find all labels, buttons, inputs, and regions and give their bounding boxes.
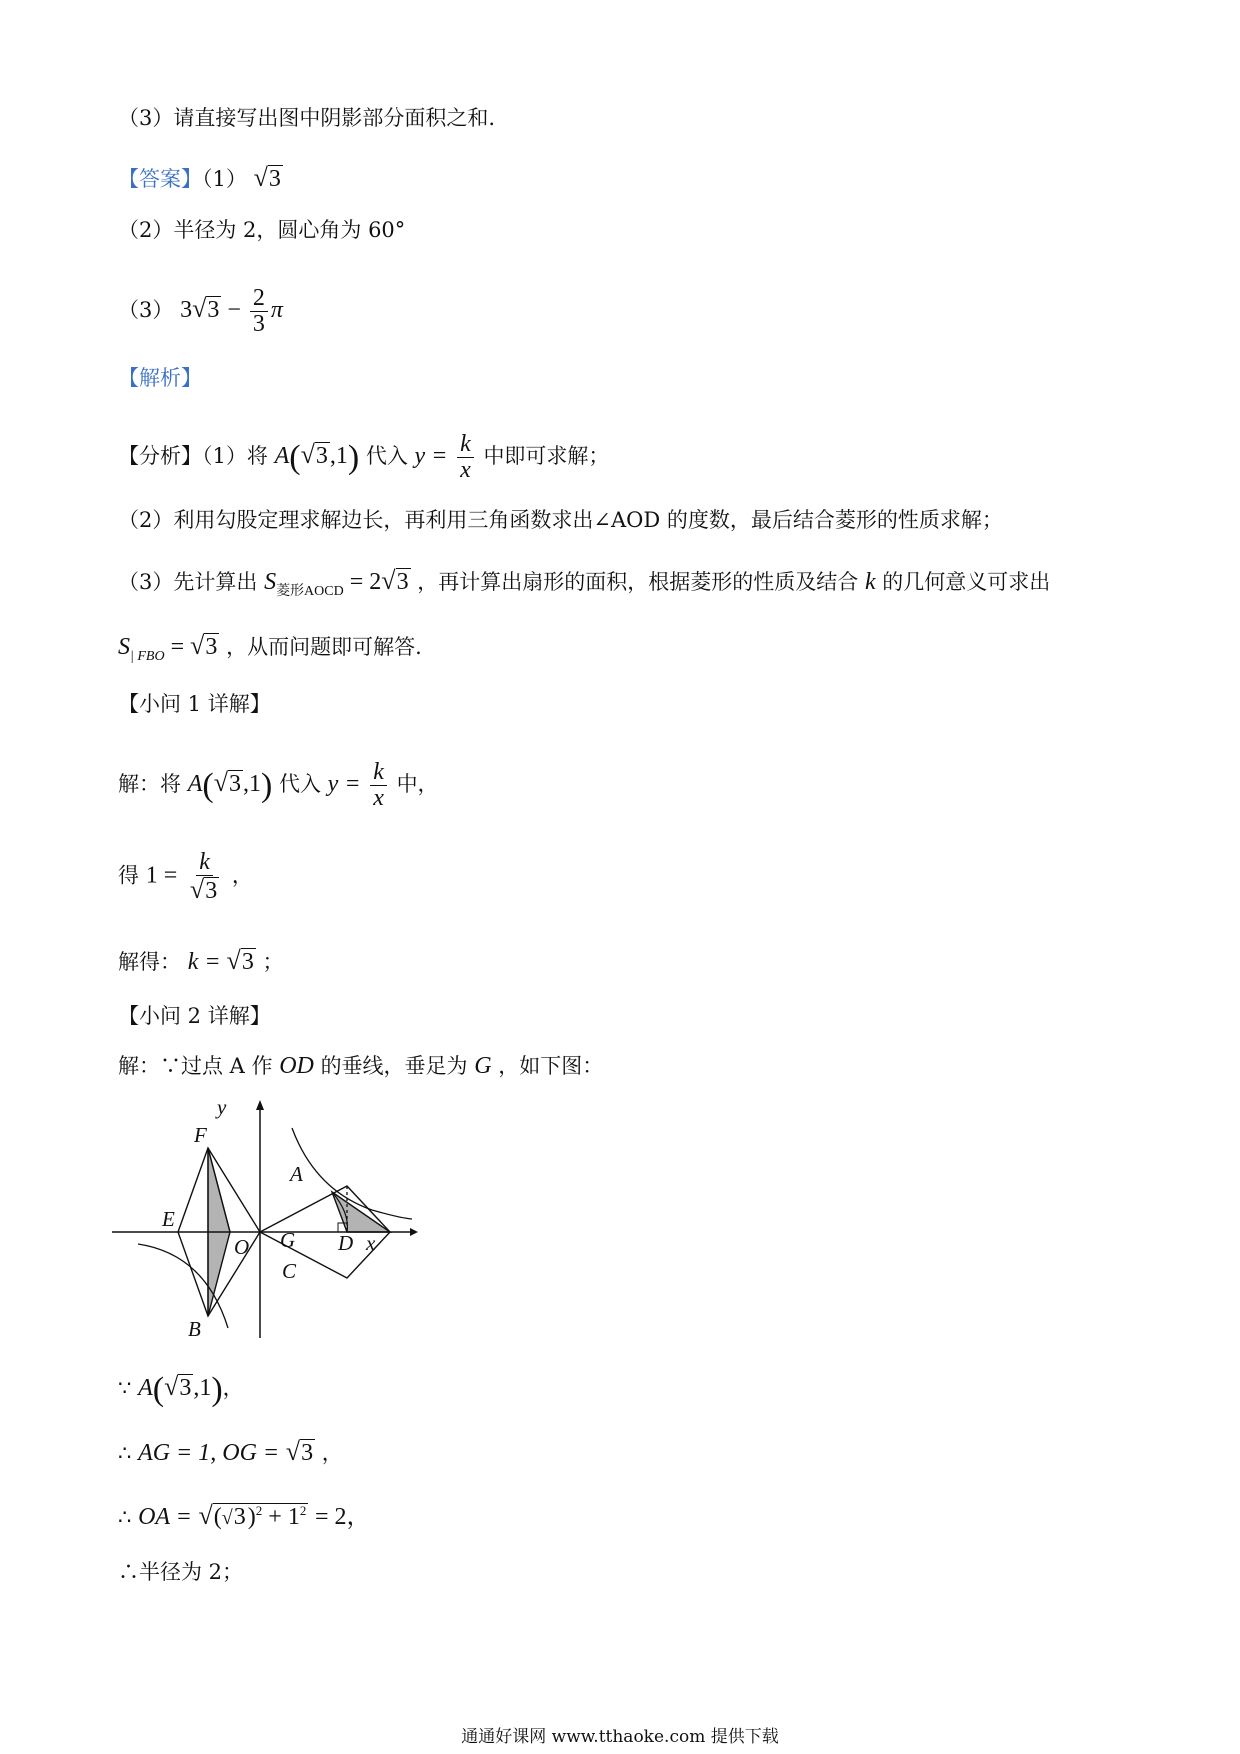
answer-1-value: 3 [268, 166, 281, 192]
part-2-step-2: ∴ AG = 1, OG = √3 ， [118, 1437, 343, 1466]
analysis-part-3-continued: $S_{| FBO} = √3$ ，从而问题即可解答. [118, 631, 422, 664]
geometry-figure [110, 1098, 430, 1338]
part-1-line-2: 得 1 = $\frac{k}{√3}$ ， [118, 849, 253, 905]
analysis-part-3: （3）先计算出 $S_{菱形AOCD} = 2√3$ ，再计算出扇形的面积，根据菱形的性质及结合 k 的几何意义可求出 [118, 566, 1051, 599]
label-o: O [234, 1235, 250, 1259]
part-1-heading: 【小问 1 详解】 [118, 692, 271, 716]
answer-tag: 【答案】 [118, 167, 202, 191]
x-axis-arrow-icon [410, 1228, 418, 1236]
label-e: E [162, 1207, 175, 1231]
part-1-line-3: 解得： k = √3 ； [118, 946, 284, 975]
label-f: F [194, 1123, 207, 1147]
label-c: C [282, 1259, 297, 1283]
question-3-prompt: （3）请直接写出图中阴影部分面积之和. [118, 106, 496, 130]
analysis-part-1: 【分析】（1）将 A(√3,1) 代入 y = $\frac{k}{x}$ 中即可求解； [118, 431, 610, 484]
y-axis-arrow-icon [256, 1100, 264, 1110]
label-x: x [366, 1231, 376, 1255]
answer-part-3: （3） 3√3 − $\frac{2}{3}$ π [118, 285, 283, 338]
part-2-intro: 解：∵过点 A 作 OD 的垂线，垂足为 G ，如下图： [118, 1053, 604, 1079]
label-g: G [280, 1228, 296, 1252]
analysis-part-2: （2）利用勾股定理求解边长，再利用三角函数求出∠AOD 的度数，最后结合菱形的性质求解； [118, 508, 1003, 532]
answer-part-2: （2）半径为 2，圆心角为 60° [118, 218, 406, 242]
part-2-step-4: ∴半径为 2； [118, 1560, 244, 1584]
part-1-line-1: 解：将 A(√3,1) 代入 y = $\frac{k}{x}$ 中， [118, 759, 439, 812]
label-b: B [188, 1317, 201, 1338]
part-2-step-1: ∵ A(√3,1)， [118, 1371, 244, 1408]
label-y: y [217, 1098, 227, 1119]
answer-part-1: 【答案】（1） √3 [118, 163, 281, 192]
analysis-tag: 【解析】 [118, 366, 202, 390]
label-a: A [290, 1162, 303, 1186]
part-2-step-3: ∴ OA = $√(√3)^2 + 1^2 = 2$， [118, 1501, 371, 1530]
part-2-heading: 【小问 2 详解】 [118, 1004, 271, 1028]
label-d: D [338, 1231, 354, 1255]
page-footer: 通通好课网 www.tthaoke.com 提供下载 [461, 1727, 779, 1747]
